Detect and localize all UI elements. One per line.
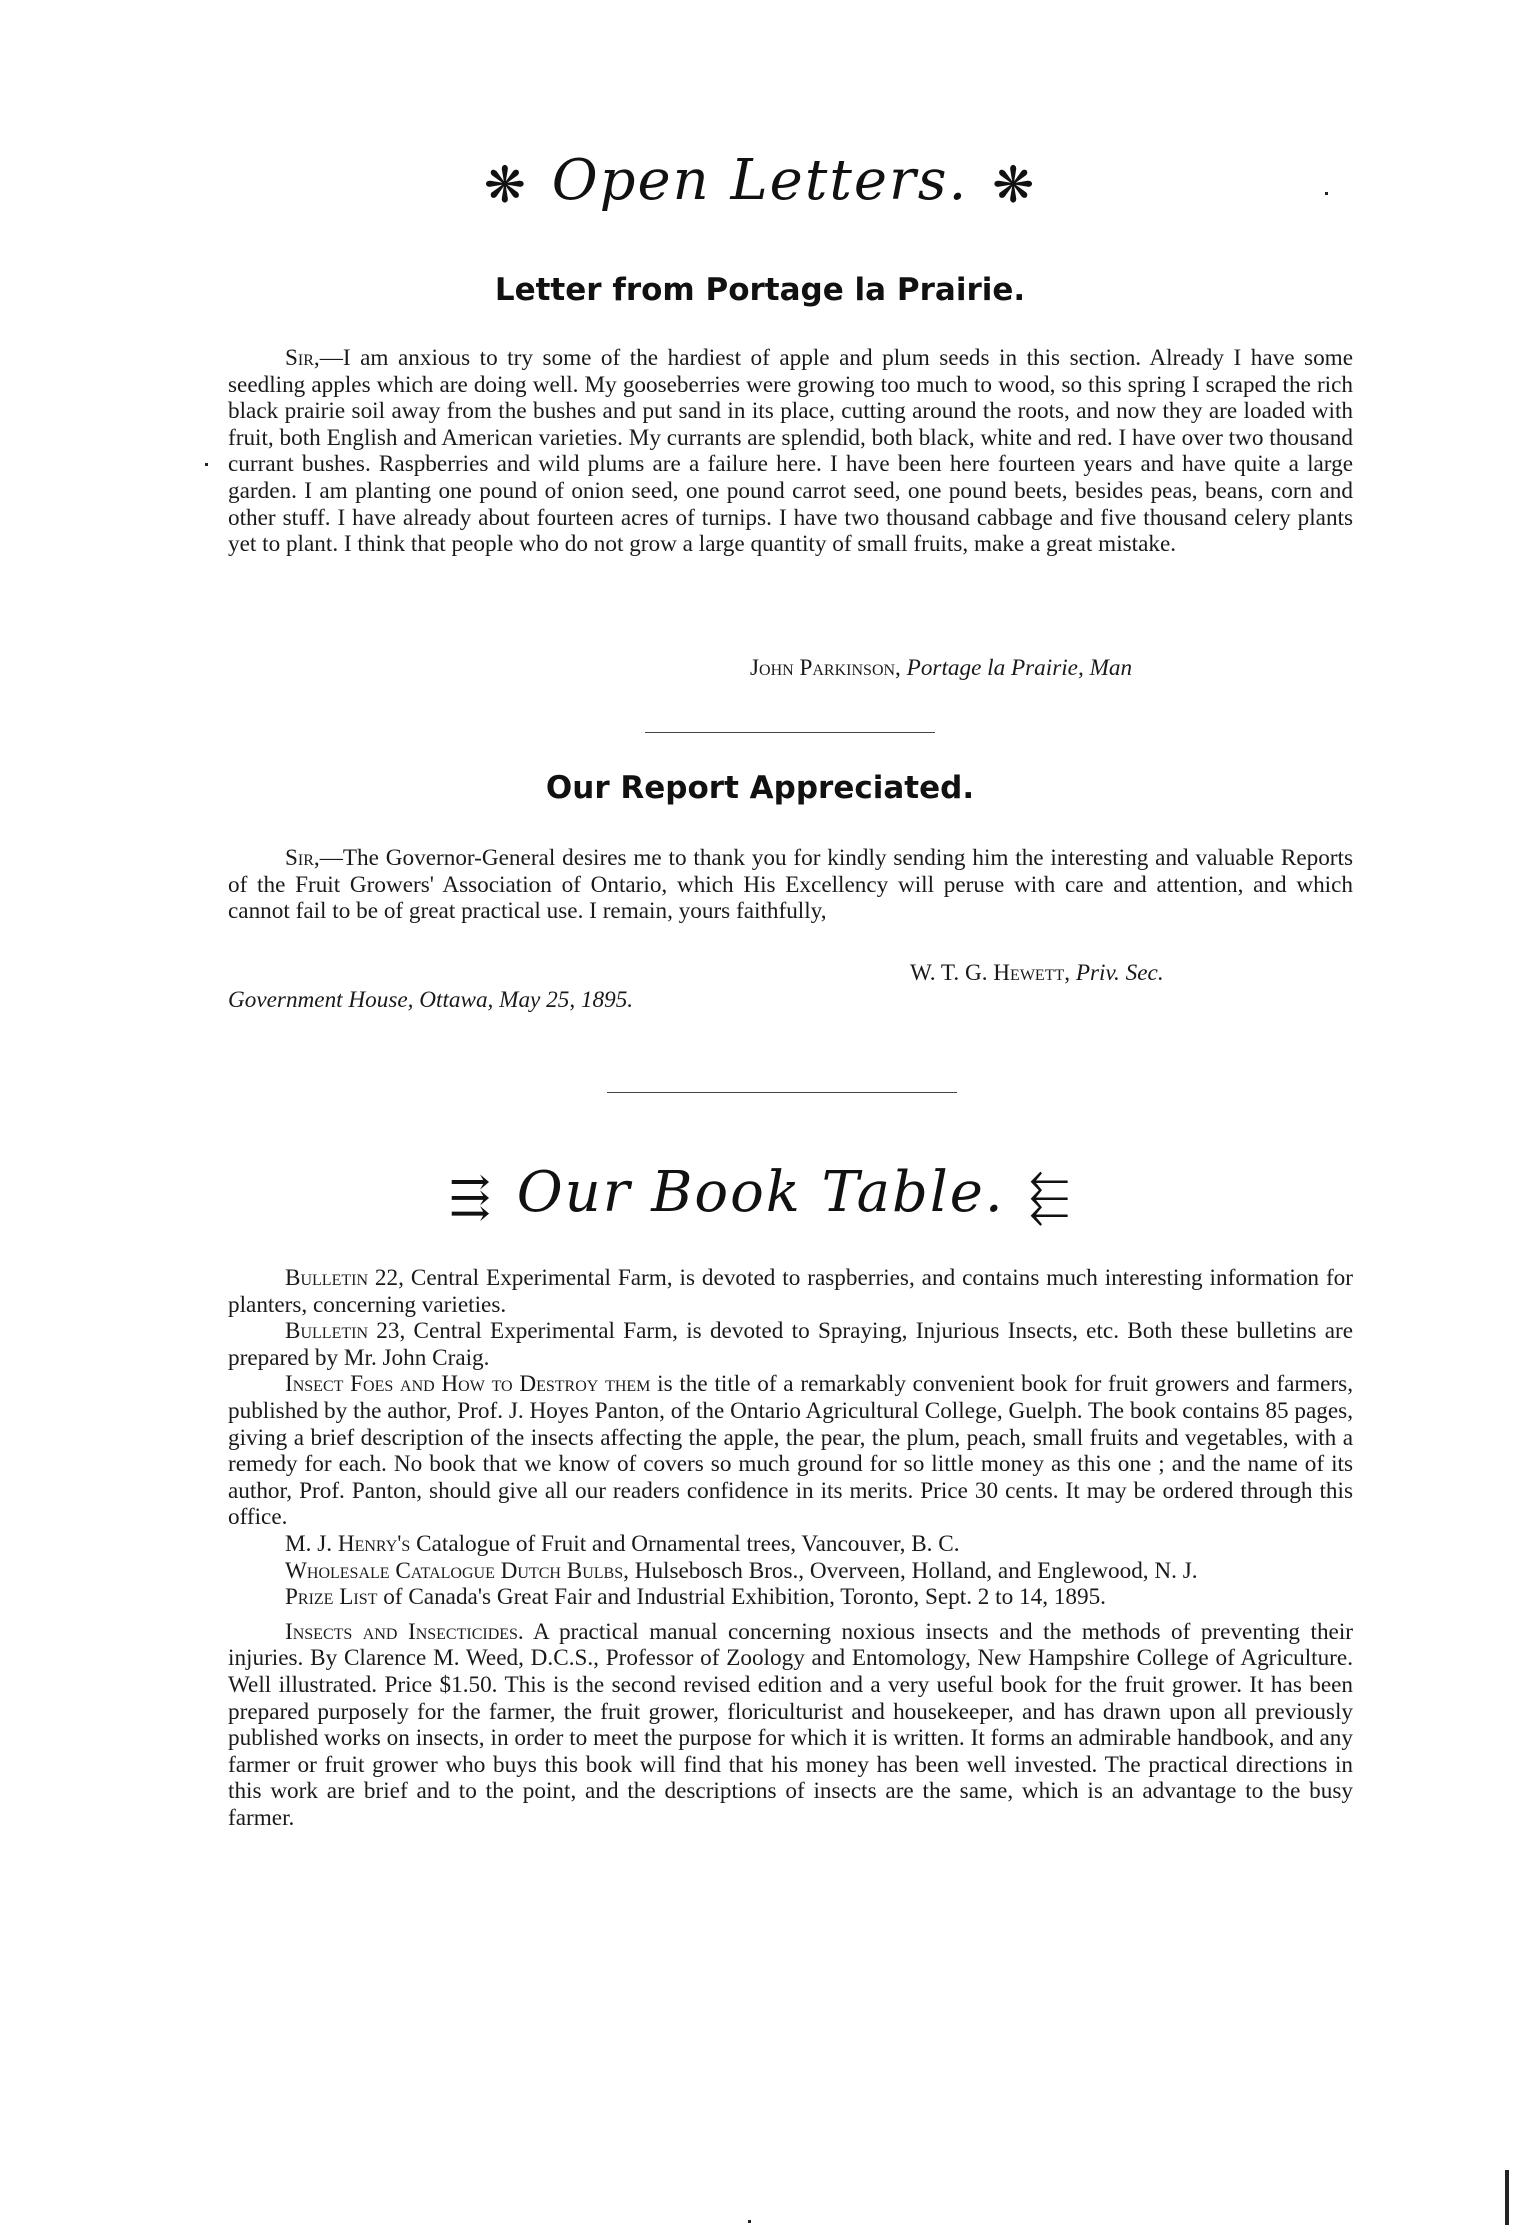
- book-entry-text: is the title of a remarkably convenient book for fruit growers and farmers, published by the author, Prof. J. Hoyes Panton, of the Ontario Agricultural College, Guelph. The book contains 85 pages, giving a brief description of the insects affecting the apple, the pear, the plum, peach, small fruits and vegetables, with a remedy for each. No book that we know of covers so much ground for so little money as this one ; and the name of its author, Prof. Panton, should give all our readers confidence in its merits. Price 30 cents. It may be ordered through this office.: [228, 1371, 1353, 1531]
- book-entry: [228, 1371, 1353, 1531]
- book-entry-text: Catalogue of Fruit and Ornamental trees, Vancouver, B. C.: [410, 1530, 960, 1557]
- book-entry: [228, 1558, 1353, 1585]
- book-entry: [228, 1584, 1353, 1611]
- book-entry-text: A practical manual concerning noxious insects and the methods of preventing their injuries. By Clarence M. Weed, D.C.S., Professor of Zoology and Entomology, New Hampshire College of Agriculture. Well illustrated. Price $1.50. This is the second revised edition and a very useful book for the fruit grower. It has been prepared purposely for the farmer, the fruit grower, floriculturist and housekeeper, and has drawn upon all previously published works on insects, in order to meet the purpose for which it is written. It forms an admirable handbook, and any farmer or fruit grower who buys this book will find that his money has been well invested. The practical directions in this work are brief and to the point, and the descriptions of insects are the same, which is an advantage to the busy farmer.: [228, 1618, 1353, 1831]
- book-entry-lead: Wholesale Catalogue Dutch Bulbs,: [285, 1557, 629, 1584]
- book-entry-lead: Bulletin: [285, 1318, 368, 1345]
- section-divider: [607, 1092, 957, 1093]
- star-ornament-icon: ❋: [992, 155, 1037, 214]
- open-letters-heading: [0, 148, 1520, 214]
- open-letters-title: Open Letters.: [551, 148, 969, 213]
- dateline: Government House, Ottawa, May 25, 1895.: [228, 987, 634, 1013]
- book-list: [228, 1265, 1353, 1831]
- scan-speck: [205, 463, 208, 466]
- book-table-heading: [0, 1160, 1520, 1226]
- book-entry-lead: M. J. Henry's: [285, 1530, 411, 1557]
- book-entry-lead: Bulletin: [285, 1265, 368, 1291]
- book-entry-text: 23, Central Experimental Farm, is devoted to Spraying, Injurious Insects, etc. Both these bulletins are prepared by Mr. John Craig.: [228, 1318, 1353, 1371]
- report-appreciated-text: —The Governor-General desires me to thank you for kindly sending him the interesting and valuable Reports of the Fruit Growers' Association of Ontario, which His Excellency will peruse with care and attention, and which cannot fail to be of great practical use. I remain, yours faithfully,: [228, 845, 1353, 925]
- signature-name: W. T. G. Hewett,: [910, 960, 1071, 986]
- report-appreciated-signature: [910, 960, 1164, 987]
- book-entry-text: 22, Central Experimental Farm, is devoted to raspberries, and contains much interesting information for planters, concerning varieties.: [228, 1265, 1353, 1318]
- book-entry: [228, 1619, 1353, 1832]
- page-edge-mark: [1505, 2170, 1509, 2225]
- book-entry-text: Hulsebosch Bros., Overveen, Holland, and Englewood, N. J.: [628, 1557, 1198, 1584]
- signature-place: Portage la Prairie, Man: [906, 655, 1133, 681]
- letter-portage-text: —I am anxious to try some of the hardiest of apple and plum seeds in this section. Already I have some seedling apples which are doing well. My gooseberries were growing too much to wood, so this spring I scraped the rich black prairie soil away from the bushes and put sand in its place, cutting around the roots, and now they are loaded with fruit, both English and American varieties. My currants are splendid, both black, white and red. I have over two thousand currant bushes. Raspberries and wild plums are a failure here. I have been here fourteen years and have quite a large garden. I am planting one pound of onion seed, one pound carrot seed, one pound beets, besides peas, beans, corn and other stuff. I have already about fourteen acres of turnips. I have two thousand cabbage and five thousand celery plants yet to plant. I think that people who do not grow a large quantity of small fruits, make a great mistake.: [228, 345, 1353, 558]
- report-appreciated-body: [228, 845, 1353, 925]
- letter-portage-title: Letter from Portage la Prairie.: [494, 272, 1026, 308]
- book-entry: [228, 1265, 1353, 1318]
- book-table-title: Our Book Table.: [516, 1160, 1005, 1225]
- book-entry: [228, 1318, 1353, 1371]
- book-entry-text: of Canada's Great Fair and Industrial Exhibition, Toronto, Sept. 2 to 14, 1895.: [377, 1584, 1106, 1611]
- book-entry-lead: Prize List: [285, 1584, 378, 1611]
- scan-speck: [748, 2220, 751, 2223]
- report-appreciated-salutation: Sir,: [285, 845, 320, 871]
- star-ornament-icon: ❋: [483, 155, 528, 214]
- right-arrow-ornament-icon: ⬱: [1028, 1167, 1072, 1225]
- letter-portage-body: [228, 345, 1353, 558]
- signature-title: Priv. Sec.: [1075, 960, 1164, 986]
- left-arrow-ornament-icon: ⇶: [448, 1167, 493, 1226]
- signature-name: John Parkinson,: [750, 655, 901, 681]
- section-divider: [645, 732, 935, 733]
- letter-portage-signature: [750, 655, 1132, 682]
- report-appreciated-title: Our Report Appreciated.: [545, 770, 975, 806]
- book-entry: [228, 1531, 1353, 1558]
- book-entry-lead: Insect Foes and How to Destroy them: [285, 1371, 651, 1398]
- scan-speck: [1325, 192, 1328, 195]
- book-entry-lead: Insects and Insecticides.: [285, 1618, 524, 1645]
- letter-portage-salutation: Sir,: [285, 345, 320, 371]
